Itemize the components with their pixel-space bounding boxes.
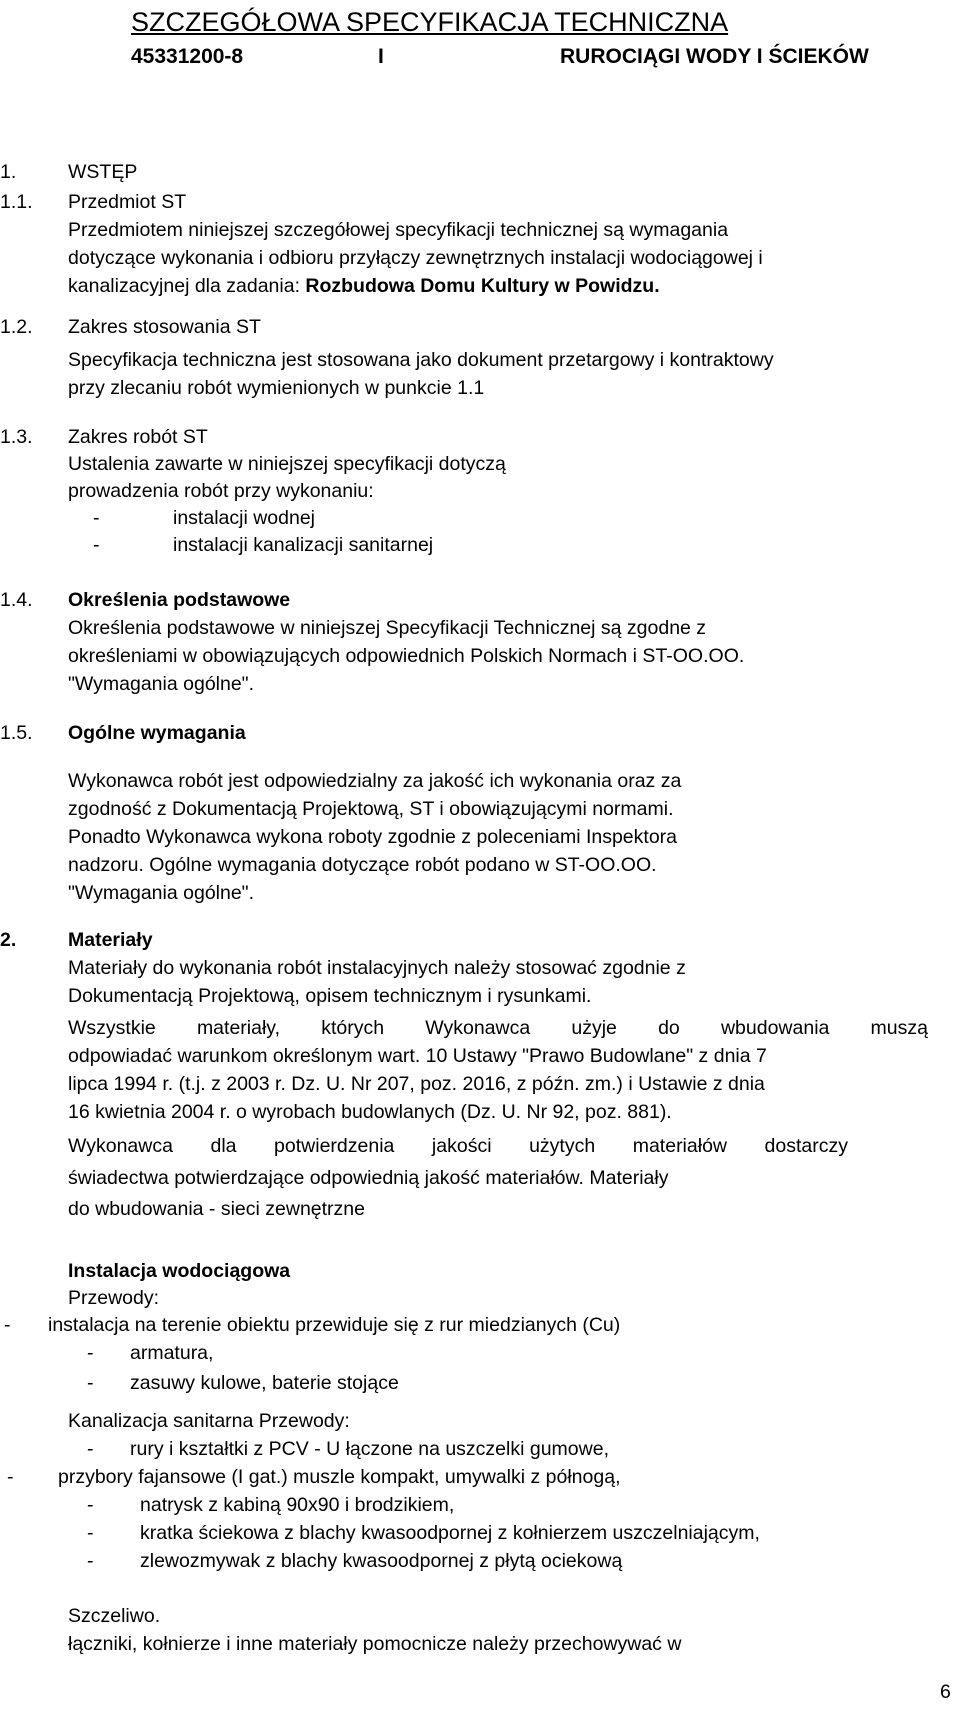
list-item: instalacji kanalizacji sanitarnej (173, 534, 434, 556)
list-dash: - (87, 1342, 94, 1364)
paragraph-line: Wykonawca robót jest odpowiedzialny za jakość ich wykonania oraz za (68, 770, 682, 792)
section-number: 1.1. (0, 191, 33, 213)
paragraph-line: 16 kwietnia 2004 r. o wyrobach budowlanych (Dz. U. Nr 92, poz. 881). (68, 1101, 672, 1123)
subsection-heading: Kanalizacja sanitarna Przewody: (68, 1410, 350, 1432)
section-number: 1.2. (0, 316, 33, 338)
project-name: Rozbudowa Domu Kultury w Powidzu. (305, 275, 660, 297)
paragraph-line: Materiały do wykonania robót instalacyjnych należy stosować zgodnie z (68, 957, 686, 979)
paragraph-line: określeniami w obowiązujących odpowiednich Polskich Normach i ST-OO.OO. (68, 645, 745, 667)
section-number: 1.3. (0, 426, 33, 448)
section-title: Zakres robót ST (68, 426, 208, 448)
paragraph-line: Szczeliwo. (68, 1605, 161, 1627)
paragraph-line: "Wymagania ogólne". (68, 673, 255, 695)
list-dash: - (87, 1372, 94, 1394)
list-item: instalacji wodnej (173, 507, 315, 529)
document-title: SZCZEGÓŁOWA SPECYFIKACJA TECHNICZNA (131, 7, 729, 37)
list-item: rury i kształtki z PCV - U łączone na uszczelki gumowe, (130, 1438, 609, 1460)
paragraph-line: łączniki, kołnierze i inne materiały pomocnicze należy przechowywać w (68, 1633, 682, 1655)
paragraph-line: do wbudowania - sieci zewnętrzne (68, 1198, 365, 1220)
list-item: armatura, (130, 1342, 214, 1364)
list-dash: - (87, 1550, 94, 1572)
section-number: 1. (0, 161, 17, 183)
list-dash: - (93, 507, 100, 529)
subsection-label: Przewody: (68, 1287, 160, 1309)
list-item: natrysk z kabiną 90x90 i brodzikiem, (140, 1494, 455, 1516)
paragraph-line: Określenia podstawowe w niniejszej Specyfikacji Technicznej są zgodne z (68, 617, 707, 639)
paragraph-line: odpowiadać warunkom określonym wart. 10 Ustawy "Prawo Budowlane" z dnia 7 (68, 1045, 767, 1067)
paragraph-line: Dokumentacją Projektową, opisem technicznym i rysunkami. (68, 985, 592, 1007)
list-item: przybory fajansowe (I gat.) muszle kompakt, umywalki z półnogą, (58, 1466, 621, 1488)
paragraph-line: Wykonawca dla potwierdzenia jakości użytych materiałów dostarczy (68, 1135, 848, 1157)
paragraph-line: zgodność z Dokumentacją Projektową, ST i obowiązującymi normami. (68, 798, 674, 820)
list-dash: - (4, 1314, 11, 1336)
paragraph-line: Ustalenia zawarte w niniejszej specyfikacji dotyczą (68, 453, 506, 475)
section-title: Określenia podstawowe (68, 589, 291, 611)
section-title: Ogólne wymagania (68, 722, 246, 744)
paragraph-line: nadzoru. Ogólne wymagania dotyczące robót podano w ST-OO.OO. (68, 854, 657, 876)
paragraph-line (68, 273, 660, 299)
list-dash: - (7, 1466, 14, 1488)
list-dash: - (87, 1494, 94, 1516)
paragraph-line: przy zlecaniu robót wymienionych w punkcie 1.1 (68, 377, 485, 399)
list-item: instalacja na terenie obiektu przewiduje się z rur miedzianych (Cu) (48, 1314, 621, 1336)
header-separator: I (378, 45, 384, 68)
subsection-heading: Instalacja wodociągowa (68, 1260, 291, 1282)
section-number: 1.4. (0, 589, 33, 611)
list-item: kratka ściekowa z blachy kwasoodpornej z kołnierzem uszczelniającym, (140, 1522, 760, 1544)
section-title: WSTĘP (68, 161, 138, 183)
list-dash: - (87, 1438, 94, 1460)
paragraph-line: Specyfikacja techniczna jest stosowana jako dokument przetargowy i kontraktowy (68, 349, 774, 371)
paragraph-line: świadectwa potwierdzające odpowiednią jakość materiałów. Materiały (68, 1167, 669, 1189)
specification-subject: RUROCIĄGI WODY I ŚCIEKÓW (560, 45, 869, 68)
paragraph-text: kanalizacyjnej dla zadania: (68, 275, 300, 297)
page-number: 6 (940, 1681, 951, 1703)
section-number: 2. (0, 929, 17, 951)
section-title: Zakres stosowania ST (68, 316, 261, 338)
paragraph-line: Wszystkie materiały, których Wykonawca użyje do wbudowania muszą (68, 1017, 928, 1039)
paragraph-line: lipca 1994 r. (t.j. z 2003 r. Dz. U. Nr 207, poz. 2016, z późn. zm.) i Ustawie z dnia (68, 1073, 765, 1095)
specification-code: 45331200-8 (131, 45, 244, 68)
paragraph-line: dotyczące wykonania i odbioru przyłączy zewnętrznych instalacji wodociągowej i (68, 247, 763, 269)
section-number: 1.5. (0, 722, 33, 744)
paragraph-line: "Wymagania ogólne". (68, 882, 255, 904)
paragraph-line: prowadzenia robót przy wykonaniu: (68, 480, 374, 502)
list-dash: - (93, 534, 100, 556)
list-dash: - (87, 1522, 94, 1544)
paragraph-line: Ponadto Wykonawca wykona roboty zgodnie z poleceniami Inspektora (68, 826, 678, 848)
list-item: zlewozmywak z blachy kwasoodpornej z płytą ociekową (140, 1550, 623, 1572)
section-title: Przedmiot ST (68, 191, 187, 213)
paragraph-line: Przedmiotem niniejszej szczegółowej specyfikacji technicznej są wymagania (68, 219, 729, 241)
list-item: zasuwy kulowe, baterie stojące (130, 1372, 399, 1394)
section-title: Materiały (68, 929, 153, 951)
